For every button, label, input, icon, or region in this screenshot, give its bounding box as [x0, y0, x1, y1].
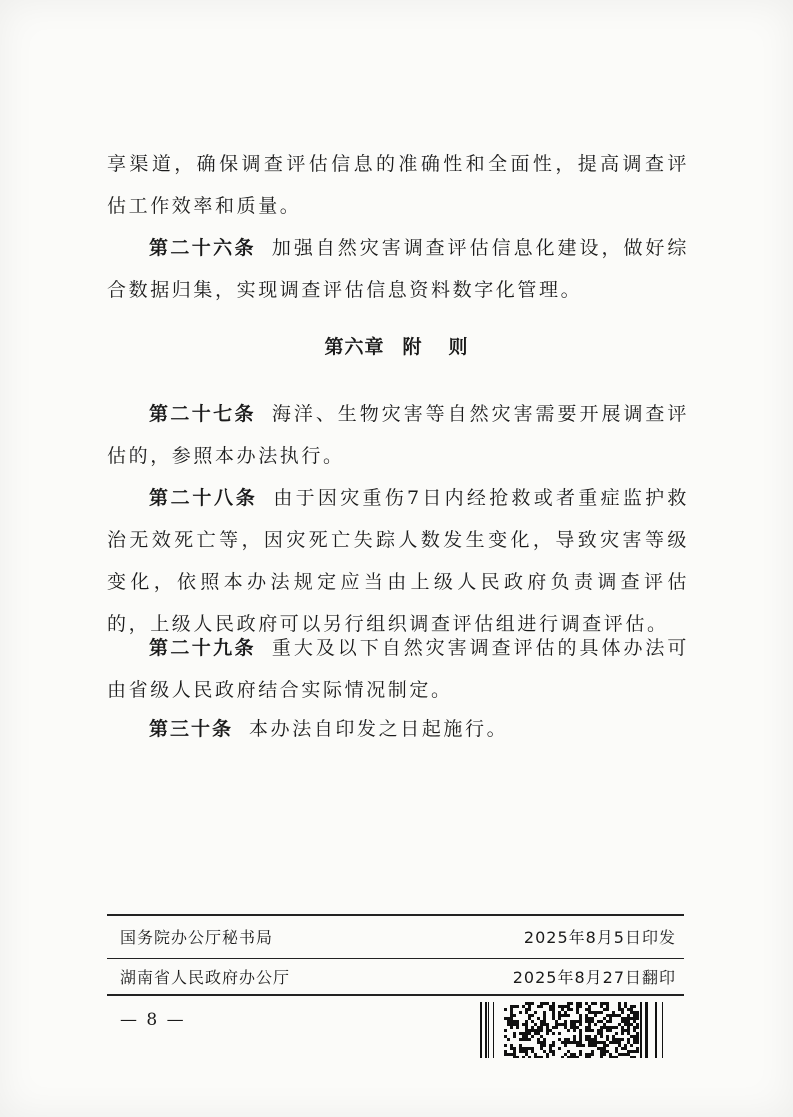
article-text: 由于因灾重伤7日内经抢救或者重症监护救治无效死亡等，因灾死亡失踪人数发生变化，导致灾害等级变化，依照本办法规定应当由上级人民政府负责调查评估的，上级人民政府可以另行组织调查评估组进行调查评估。: [107, 487, 689, 635]
imprint-bottom-rule: [107, 994, 684, 996]
paragraph-continuation: [107, 143, 689, 227]
chapter-heading: [0, 332, 793, 359]
article-label: 第二十六条: [149, 237, 256, 259]
article-label: 第二十八条: [149, 487, 258, 509]
article-29: [107, 627, 689, 711]
article-label: 第三十条: [149, 718, 234, 740]
article-text: 重大及以下自然灾害调查评估的具体办法可由省级人民政府结合实际情况制定。: [107, 637, 689, 701]
article-text: 加强自然灾害调查评估信息化建设，做好综合数据归集，实现调查评估信息资料数字化管理。: [107, 237, 689, 301]
article-30: [107, 708, 689, 750]
imprint-row-reprinted: [107, 965, 684, 988]
imprint-row-issued: [107, 925, 684, 948]
article-label: 第二十九条: [149, 637, 256, 659]
imprint-top-rule: [107, 914, 684, 916]
reprint-office: 湖南省人民政府办公厅: [120, 968, 291, 987]
article-27: [107, 393, 689, 477]
issue-date: 2025年8月5日印发: [523, 928, 676, 947]
chapter-title-2: 则: [448, 336, 469, 358]
barcode-image: [480, 1002, 663, 1058]
article-26: [107, 227, 689, 311]
page-number: — 8 —: [120, 1010, 186, 1030]
article-text: 海洋、生物灾害等自然灾害需要开展调查评估的，参照本办法执行。: [107, 403, 689, 467]
reprint-date: 2025年8月27日翻印: [512, 968, 676, 987]
issuing-office: 国务院办公厅秘书局: [120, 928, 274, 947]
chapter-number: 第六章: [324, 336, 385, 358]
chapter-title-1: 附: [402, 336, 423, 358]
article-label: 第二十七条: [149, 403, 256, 425]
article-28: [107, 477, 689, 645]
article-text: 本办法自印发之日起施行。: [249, 718, 509, 740]
imprint-middle-rule: [107, 958, 684, 959]
paragraph-text: 享渠道，确保调查评估信息的准确性和全面性，提高调查评估工作效率和质量。: [107, 153, 689, 217]
